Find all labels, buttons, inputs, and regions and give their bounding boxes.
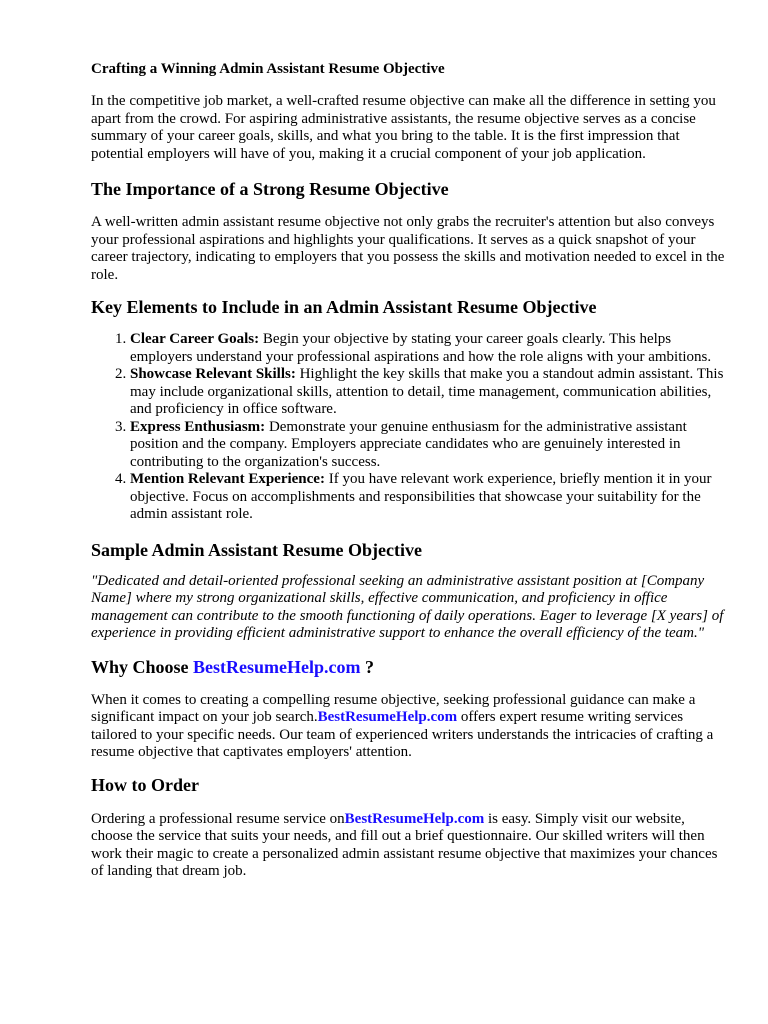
key-elements-list: [91, 331, 728, 524]
importance-heading: The Importance of a Strong Resume Objective: [91, 179, 449, 199]
sample-heading: Sample Admin Assistant Resume Objective: [91, 539, 423, 560]
document-title: Crafting a Winning Admin Assistant Resume Objective: [91, 61, 445, 77]
list-item: [130, 366, 728, 419]
list-item: [130, 419, 728, 472]
why-choose-heading-prefix: Why Choose: [91, 656, 194, 677]
list-item-label: Mention Relevant Experience:: [130, 471, 325, 487]
why-site-link[interactable]: BestResumeHelp.com: [317, 709, 458, 725]
list-item-text: Begin your objective by stating your career goals clearly. This helps employers understand your professional aspirations and how the role aligns with your ambitions.: [130, 331, 712, 365]
key-elements-heading: Key Elements to Include in an Admin Assistant Resume Objective: [91, 297, 597, 317]
why-choose-paragraph: [91, 692, 728, 762]
order-text-before: Ordering a professional resume service on: [91, 810, 345, 827]
how-to-order-paragraph: [91, 811, 728, 881]
order-text-after: is easy. Simply visit our website, choose the service that suits your needs, and fill out a brief questionnaire. Our skilled writers will then work their magic to create a personalized admin assistant resume objective that maximizes your chances of landing that dream job.: [91, 810, 718, 879]
intro-paragraph: In the competitive job market, a well-crafted resume objective can make all the difference in setting you apart from the crowd. For aspiring administrative assistants, the resume objective serves as a concise summary of your career goals, skills, and what you bring to the table. It is the first impression that potential employers will have of you, making it a crucial component of your job application.: [91, 93, 716, 162]
order-site-link[interactable]: BestResumeHelp.com: [344, 810, 485, 827]
list-item-label: Express Enthusiasm:: [130, 418, 266, 435]
list-item-label: Clear Career Goals:: [130, 331, 260, 347]
list-item-text: Highlight the key skills that make you a standout admin assistant. This may include organizational skills, attention to detail, time management, communication abilities, and proficiency in office software.: [130, 366, 724, 417]
why-text-after: offers expert resume writing services tailored to your specific needs. Our team of experienced writers understands the intricacies of crafting a resume objective that captivates employers' attention.: [91, 709, 714, 760]
list-item-text: If you have relevant work experience, briefly mention it in your objective. Focus on accomplishments and responsibilities that showcase your suitability for the admin assistant role.: [130, 471, 712, 522]
sample-quote: "Dedicated and detail-oriented professional seeking an administrative assistant position at [Company Name] where my strong organizational skills, effective communication, and proficiency in office management can contribute to the smooth functioning of daily operations. Eager to leverage [X years] of experience in providing efficient administrative support to enhance the overall efficiency of the team.": [91, 572, 724, 641]
list-item: [130, 471, 728, 524]
list-item-text: Demonstrate your genuine enthusiasm for the administrative assistant position and the company. Employers appreciate candidates who are genuinely interested in contributing to the organization's success.: [130, 418, 687, 470]
how-to-order-heading: How to Order: [91, 774, 199, 795]
list-item: [130, 331, 728, 366]
importance-paragraph: A well-written admin assistant resume objective not only grabs the recruiter's attention but also conveys your professional aspirations and highlights your qualifications. It serves as a quick snapshot of your career trajectory, indicating to employers that you possess the skills and motivation needed to excel in the role.: [91, 214, 725, 283]
heading-site-link[interactable]: BestResumeHelp.com: [193, 656, 361, 677]
list-item-label: Showcase Relevant Skills:: [130, 366, 296, 382]
why-choose-heading-suffix: ?: [360, 656, 374, 677]
why-choose-heading: [91, 656, 728, 678]
why-text-before: When it comes to creating a compelling resume objective, seeking professional guidance can make a significant impact on your job search.: [91, 691, 696, 725]
